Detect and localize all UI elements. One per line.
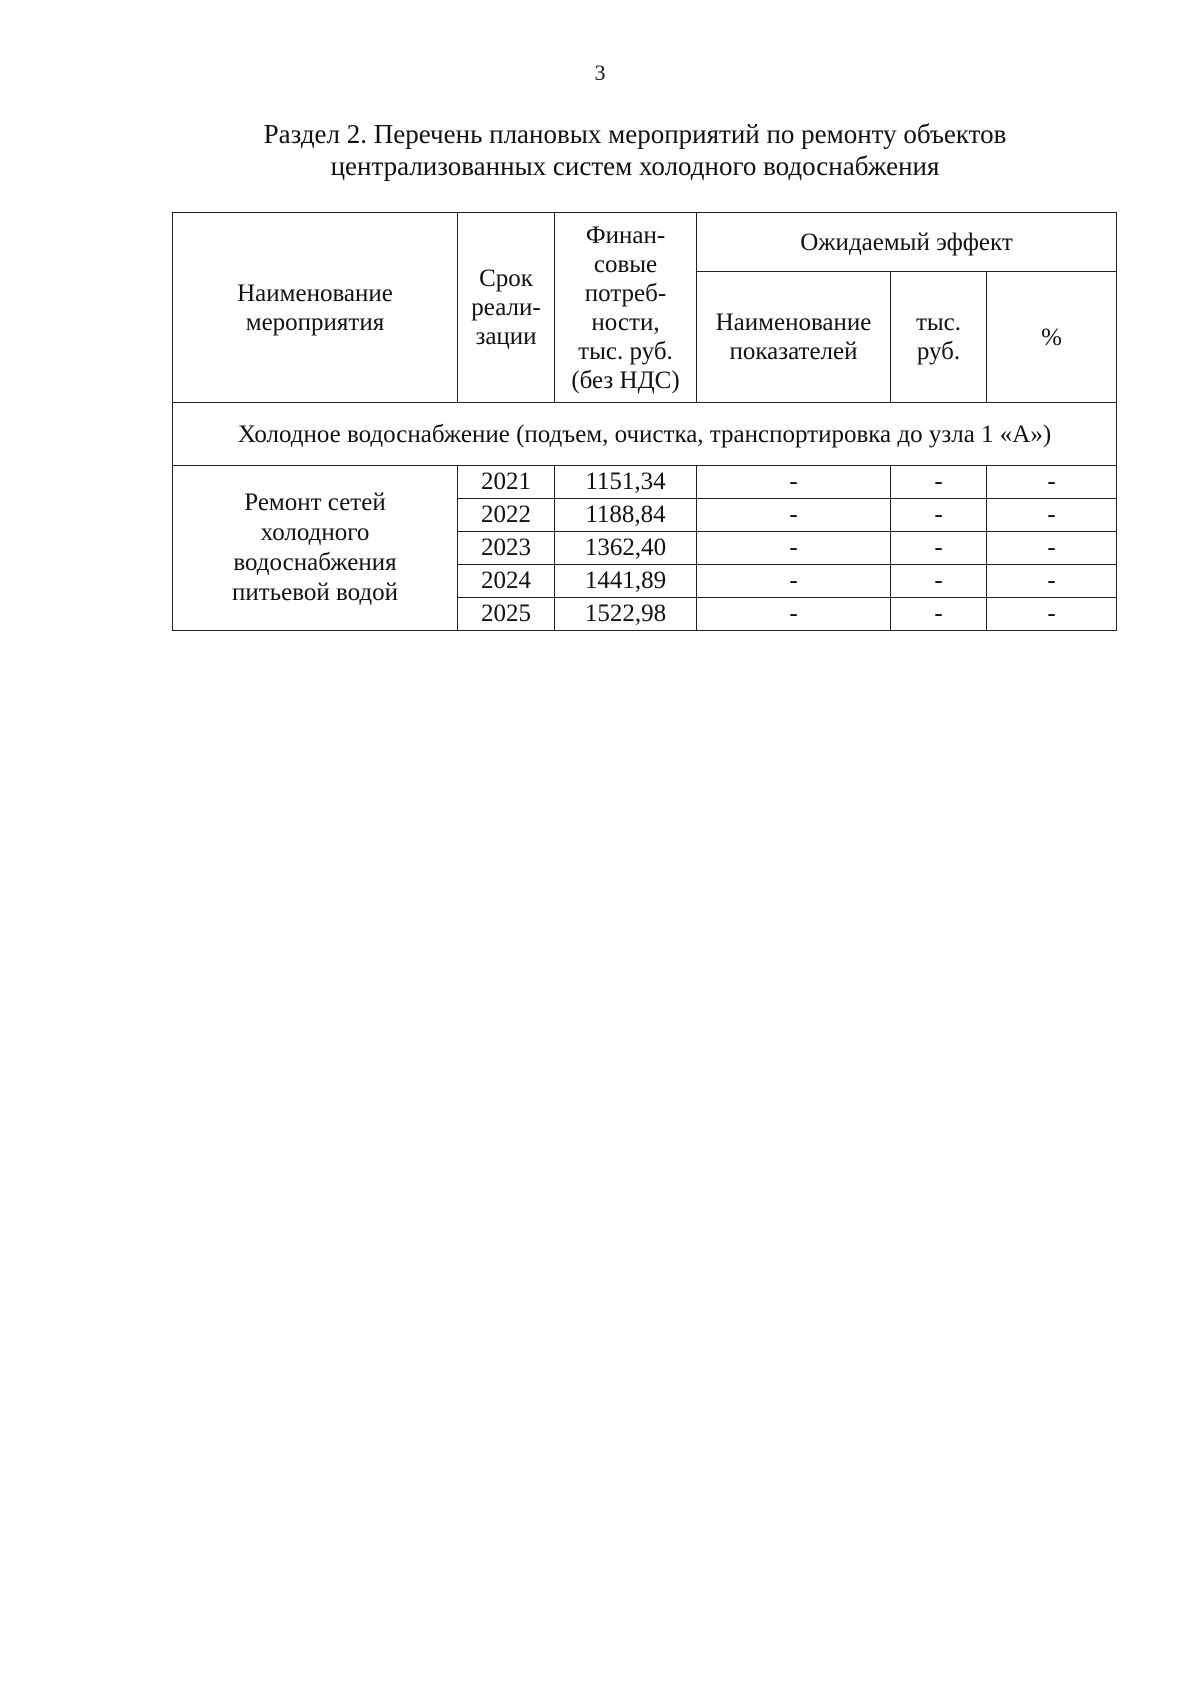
table-row [173, 466, 1117, 499]
amount-cell: 1151,34 [555, 466, 697, 499]
page-number: 3 [594, 60, 606, 85]
percent-cell: - [987, 499, 1117, 532]
year-cell: 2024 [458, 565, 555, 598]
indicator-cell: - [697, 499, 891, 532]
amount-cell: 1441,89 [555, 565, 697, 598]
amount-cell: 1362,40 [555, 532, 697, 565]
header-financial-needs: Финан- совые потреб- ности, тыс. руб. (без НДС) [555, 213, 697, 403]
thousand-rub-cell: - [891, 499, 987, 532]
header-thousand-rub: тыс. руб. [891, 272, 987, 403]
percent-cell: - [987, 466, 1117, 499]
indicator-cell: - [697, 565, 891, 598]
header-implementation-term: Срок реали- зации [458, 213, 555, 403]
measure-name-cell: Ремонт сетей холодного водоснабжения питьевой водой [173, 466, 458, 631]
header-measure-name: Наименование мероприятия [173, 213, 458, 403]
percent-cell: - [987, 598, 1117, 631]
section-title [170, 118, 1100, 182]
thousand-rub-cell: - [891, 598, 987, 631]
header-indicator-name: Наименование показателей [697, 272, 891, 403]
indicator-cell: - [697, 532, 891, 565]
section-title-line-1: Раздел 2. Перечень плановых мероприятий по ремонту объектов [263, 119, 1007, 149]
year-cell: 2025 [458, 598, 555, 631]
indicator-cell: - [697, 466, 891, 499]
group-title-cold-water: Холодное водоснабжение (подъем, очистка, транспортировка до узла 1 «А») [173, 403, 1117, 466]
amount-cell: 1188,84 [555, 499, 697, 532]
planned-measures-table [172, 212, 1117, 631]
year-cell: 2023 [458, 532, 555, 565]
percent-cell: - [987, 565, 1117, 598]
thousand-rub-cell: - [891, 532, 987, 565]
section-title-line-2: централизованных систем холодного водоснабжения [330, 151, 940, 181]
year-cell: 2022 [458, 499, 555, 532]
thousand-rub-cell: - [891, 466, 987, 499]
header-expected-effect: Ожидаемый эффект [697, 213, 1117, 272]
header-percent: % [987, 272, 1117, 403]
amount-cell: 1522,98 [555, 598, 697, 631]
thousand-rub-cell: - [891, 565, 987, 598]
year-cell: 2021 [458, 466, 555, 499]
indicator-cell: - [697, 598, 891, 631]
percent-cell: - [987, 532, 1117, 565]
